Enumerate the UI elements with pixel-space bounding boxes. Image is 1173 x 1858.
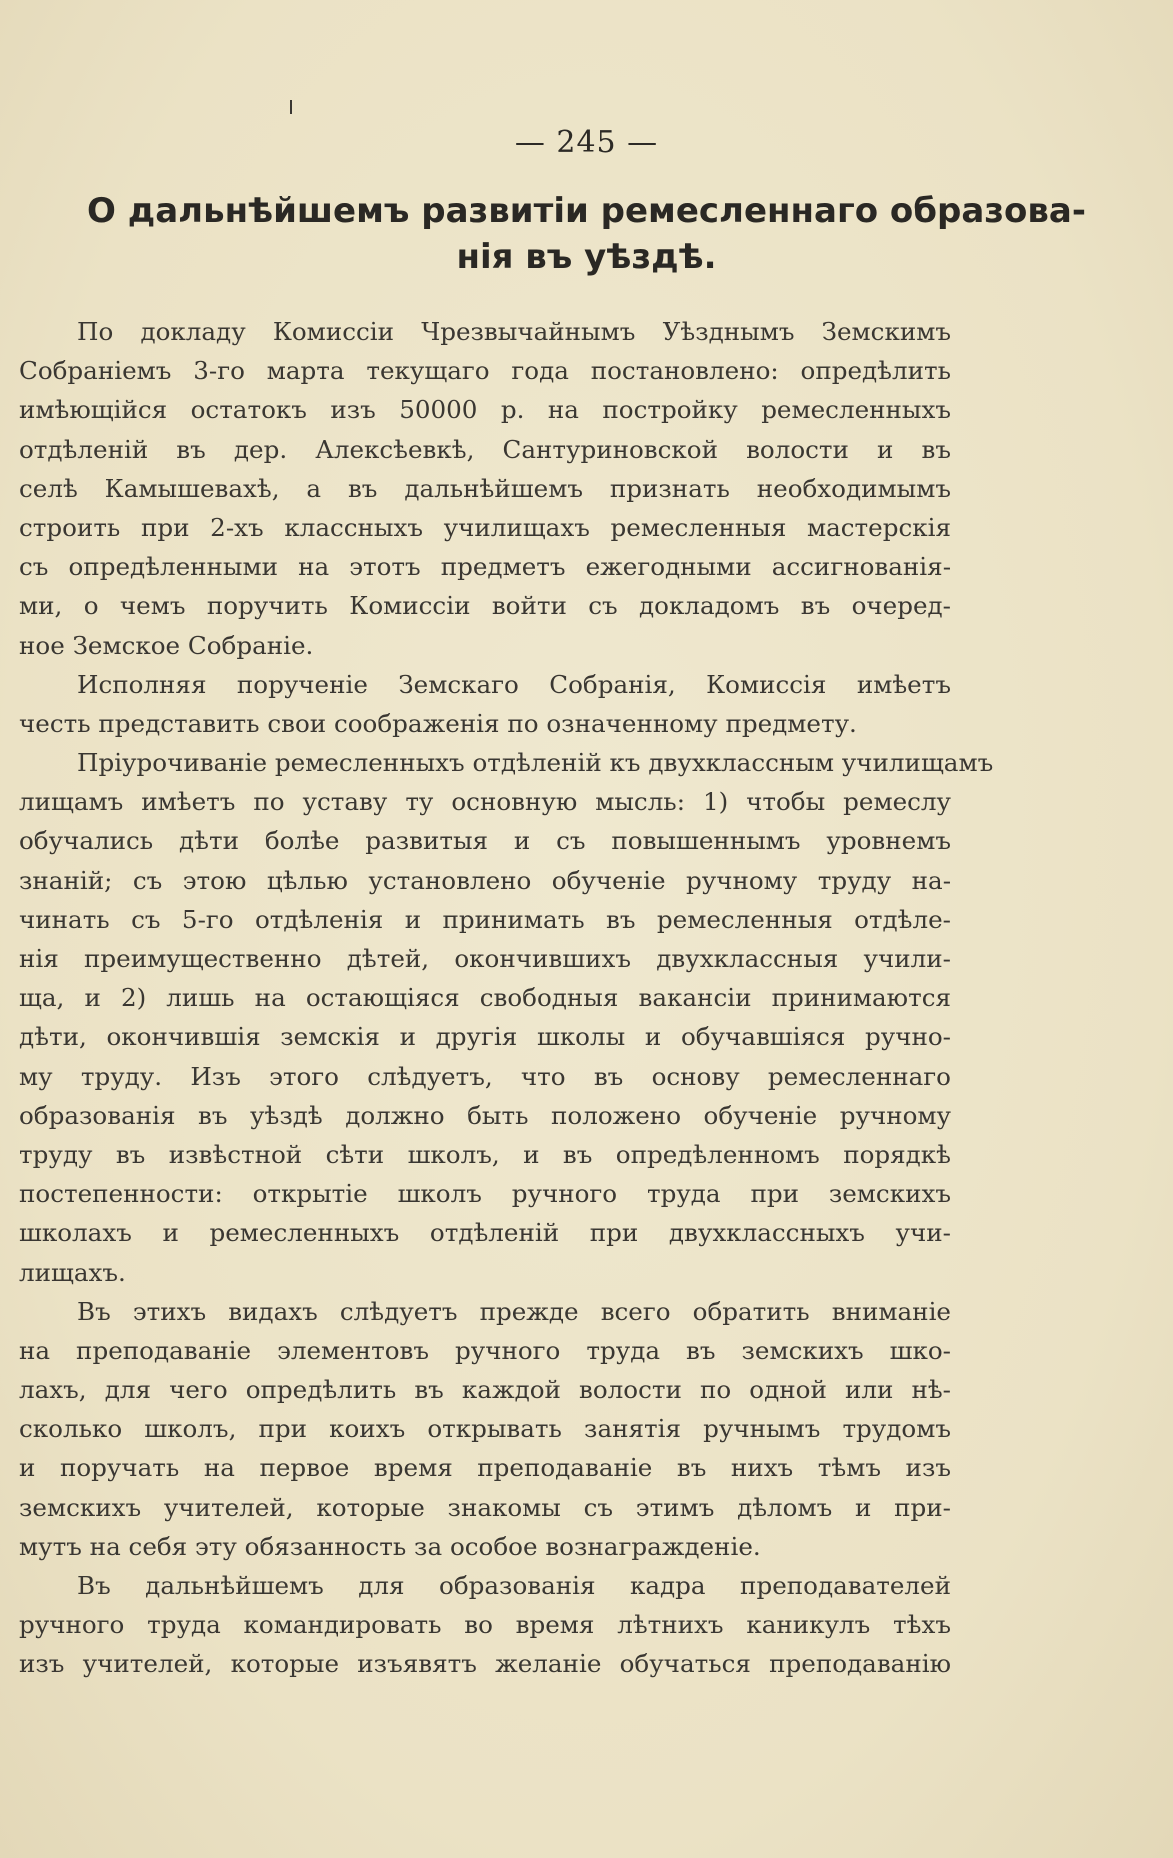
text-line: обучались дѣти болѣе развитыя и съ повышеннымъ уровнемъ [19,826,951,856]
text-line: и поручать на первое время преподаваніе въ нихъ тѣмъ изъ [19,1453,951,1483]
text-line: постепенности: открытіе школъ ручного труда при земскихъ [19,1179,951,1209]
title-line: нія въ уѣздѣ. [456,237,717,277]
text-line: ща, и 2) лишь на остающіяся свободныя вакансіи принимаются [19,983,951,1013]
text-line: чинать съ 5-го отдѣленія и принимать въ ремесленныя отдѣле- [19,904,951,934]
section-title [40,188,1133,280]
text-line: ное Земское Собраніе. [19,630,314,660]
text-line: отдѣленій въ дер. Алексѣевкѣ, Сантуриновской волости и въ [19,434,951,464]
text-line: мутъ на себя эту обязанность за особое вознагражденіе. [19,1531,761,1561]
text-line: му труду. Изъ этого слѣдуетъ, что въ основу ремесленнаго [19,1061,951,1091]
text-line: лищамъ имѣетъ по уставу ту основную мысль: 1) чтобы ремеслу [19,787,951,817]
text-line: сколько школъ, при коихъ открывать занятія ручнымъ трудомъ [19,1414,951,1444]
text-line: имѣющійся остатокъ изъ 50000 р. на постройку ремесленныхъ [19,395,951,425]
stray-ink-mark [290,100,292,114]
text-line: изъ учителей, которые изъявятъ желаніе обучаться преподаванію [19,1649,951,1679]
title-line: О дальнѣйшемъ развитіи ремесленнаго образова- [87,191,1086,231]
text-line: нія преимущественно дѣтей, окончившихъ двухклассныя учили- [19,944,951,973]
text-line: Въ этихъ видахъ слѣдуетъ прежде всего обратить вниманіе [77,1296,951,1326]
text-line: Собраніемъ 3-го марта текущаго года постановлено: опредѣлить [19,356,951,386]
text-line: образованія въ уѣздѣ должно быть положено обученіе ручному [19,1100,951,1130]
text-line: честь представить свои соображенія по означенному предмету. [19,708,857,738]
page-number: — 245 — [514,125,659,160]
text-line: Исполняя порученіе Земскаго Собранія, Комиссія имѣетъ [77,669,951,699]
text-line: съ опредѣленными на этотъ предметъ ежегодными ассигнованія- [19,552,951,582]
text-line: лищахъ. [19,1257,126,1287]
text-line: селѣ Камышевахѣ, а въ дальнѣйшемъ признать необходимымъ [19,473,951,503]
text-line: ручного труда командировать во время лѣтнихъ каникулъ тѣхъ [19,1610,951,1640]
text-line: труду въ извѣстной сѣти школъ, и въ опредѣленномъ порядкѣ [19,1139,951,1169]
text-line: По докладу Комиссіи Чрезвычайнымъ Уѣзднымъ Земскимъ [77,317,951,346]
text-line: ми, о чемъ поручить Комиссіи войти съ докладомъ въ очеред- [19,591,951,621]
text-line: знаній; съ этою цѣлью установлено обученіе ручному труду на- [19,865,951,895]
text-line: дѣти, окончившія земскія и другія школы и обучавшіяся ручно- [19,1022,951,1052]
text-line: Въ дальнѣйшемъ для образованія кадра преподавателей [77,1571,951,1600]
text-line: школахъ и ремесленныхъ отдѣленій при двухклассныхъ учи- [19,1218,951,1248]
text-line: земскихъ учителей, которые знакомы съ этимъ дѣломъ и при- [19,1492,951,1522]
text-line: на преподаваніе элементовъ ручного труда въ земскихъ шко- [19,1335,951,1365]
body-text [19,312,994,1684]
text-line: строить при 2-хъ классныхъ училищахъ ремесленныя мастерскія [19,512,951,542]
text-line: лахъ, для чего опредѣлить въ каждой волости по одной или нѣ- [19,1375,951,1405]
text-line: Пріурочиваніе ремесленныхъ отдѣленій къ двухклассным училищамъ [77,748,994,778]
